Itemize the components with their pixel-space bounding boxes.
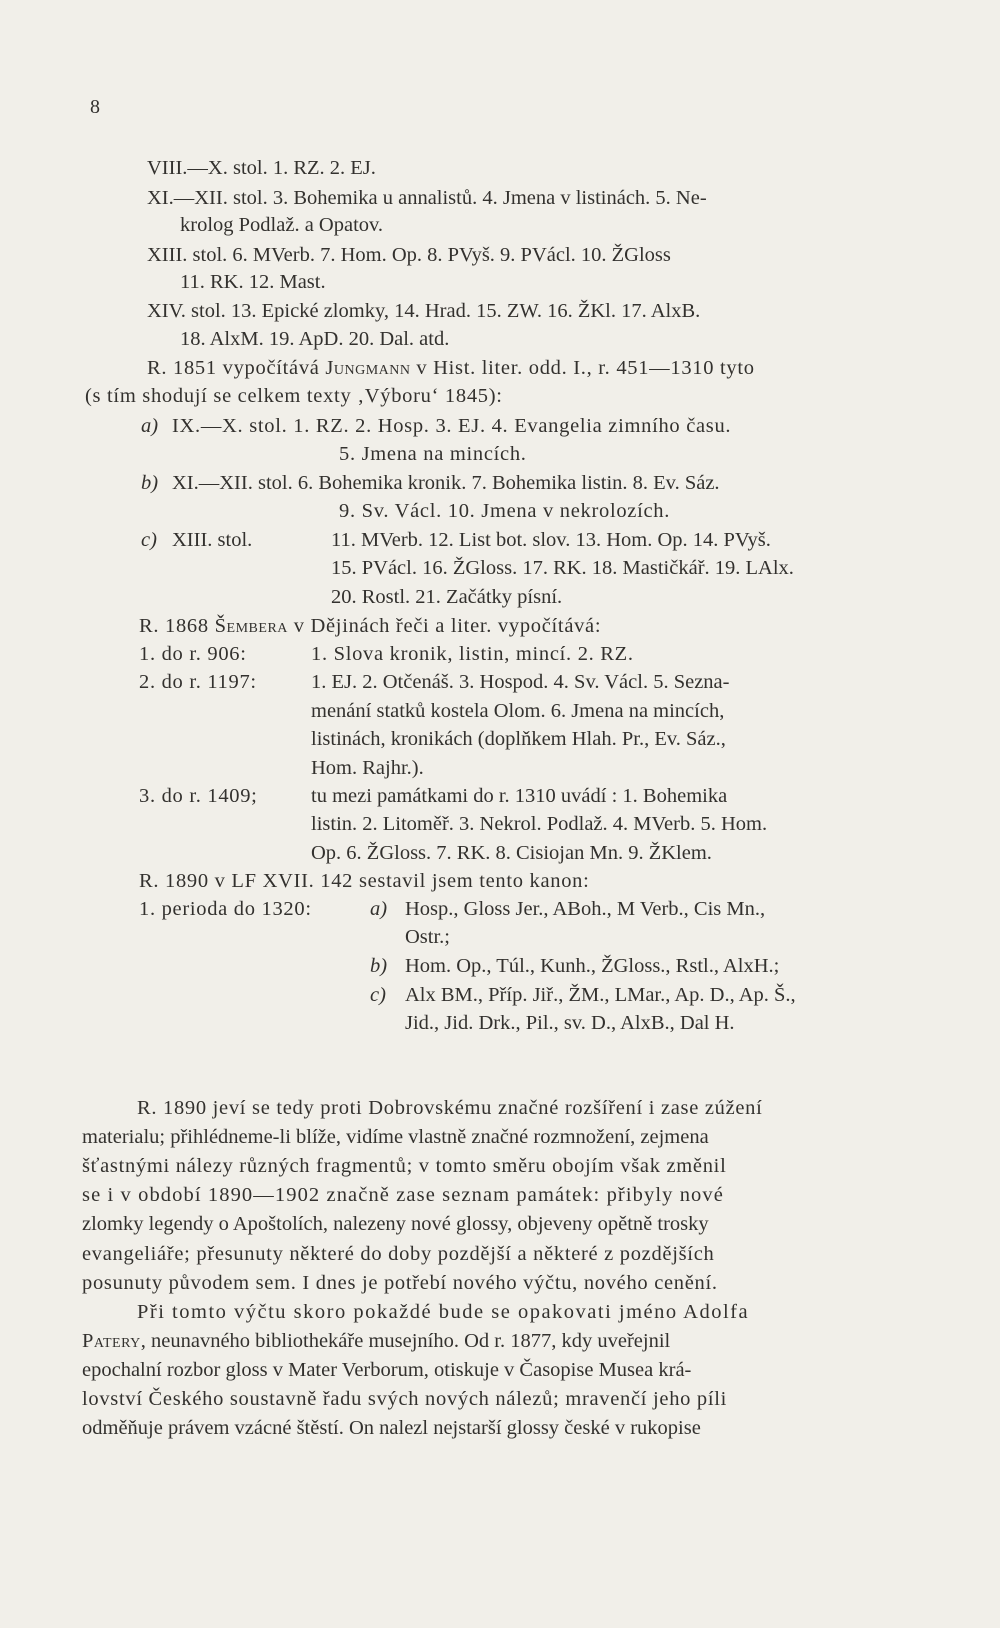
text-line: XIII. stol. (172, 529, 253, 551)
text-line: 1. perioda do 1320: (139, 898, 312, 920)
text-line: R. 1890 jeví se tedy proti Dobrovskému značné rozšíření i zase zúžení (137, 1097, 763, 1119)
author-name: Šembera (214, 615, 288, 637)
text-line: Hosp., Gloss Jer., ABoh., M Verb., Cis Mn., (405, 898, 766, 920)
text-line: Alx BM., Příp. Jiř., ŽM., LMar., Ap. D., Ap. Š., (405, 984, 796, 1006)
text-line: Při tomto výčtu skoro pokaždé bude se opakovati jméno Adolfa (137, 1301, 750, 1323)
list-marker (370, 954, 387, 978)
text-line: 5. Jmena na mincích. (339, 443, 527, 465)
list-marker-text: b) (370, 955, 388, 977)
text-line: (s tím shodují se celkem texty ‚Výboru‘ 1845): (85, 385, 503, 407)
author-name: Patery (82, 1330, 141, 1352)
text-line: listin. 2. Litoměř. 3. Nekrol. Podlaž. 4. MVerb. 5. Hom. (311, 813, 768, 835)
text-line: XI.—XII. stol. 3. Bohemika u annalistů. 4. Jmena v listinách. 5. Ne- (147, 187, 707, 209)
text-line: se i v období 1890—1902 značně zase seznam památek: přibyly nové (82, 1184, 724, 1206)
text-line: 20. Rostl. 21. Začátky písní. (331, 586, 563, 608)
list-marker-text: c) (141, 529, 157, 551)
text-run: , neunavného bibliothekáře musejního. Od r. 1877, kdy uveřejnil (140, 1330, 671, 1352)
text-line: R. 1890 v LF XVII. 142 sestavil jsem tento kanon: (139, 870, 590, 892)
text-line: 1. Slova kronik, listin, mincí. 2. RZ. (311, 643, 634, 665)
text-line: šťastnými nálezy různých fragmentů; v tomto směru obojím však změnil (82, 1155, 727, 1177)
text-line: 3. do r. 1409; (139, 785, 258, 807)
text-line: XIII. stol. 6. MVerb. 7. Hom. Op. 8. PVyš. 9. PVácl. 10. ŽGloss (147, 244, 671, 266)
text-line: odměňuje právem vzácné štěstí. On nalezl nejstarší glossy české v rukopise (82, 1417, 701, 1439)
text-run: v Dějinách řeči a liter. vypočítává: (287, 615, 602, 637)
list-marker (370, 983, 386, 1007)
text-line: Op. 6. ŽGloss. 7. RK. 8. Cisiojan Mn. 9. ŽKlem. (311, 842, 712, 864)
list-marker (370, 897, 387, 921)
page-number: 8 (90, 96, 100, 118)
text-line: 15. PVácl. 16. ŽGloss. 17. RK. 18. Mastičkář. 19. LAlx. (331, 557, 794, 579)
list-marker-text: c) (370, 984, 386, 1006)
text-line: 2. do r. 1197: (139, 671, 257, 693)
text-line: 18. AlxM. 19. ApD. 20. Dal. atd. (180, 328, 450, 350)
text-line: lovství Českého soustavně řadu svých nových nálezů; mravenčí jeho píli (82, 1388, 728, 1410)
text-line: 11. MVerb. 12. List bot. slov. 13. Hom. Op. 14. PVyš. (331, 529, 771, 551)
text-line: 1. EJ. 2. Otčenáš. 3. Hospod. 4. Sv. Václ. 5. Sezna- (311, 671, 730, 693)
text-line (82, 1329, 670, 1353)
text-line: zlomky legendy o Apoštolích, nalezeny nové glossy, objeveny opětně trosky (82, 1213, 709, 1235)
text-run: v Hist. liter. odd. I., r. 451—1310 tyto (410, 357, 755, 379)
author-name: Jungmann (325, 357, 411, 379)
list-marker (141, 471, 158, 495)
text-line: Hom. Rajhr.). (311, 757, 424, 779)
list-marker-text: a) (141, 415, 159, 437)
text-line: IX.—X. stol. 1. RZ. 2. Hosp. 3. EJ. 4. Evangelia zimního času. (172, 415, 732, 437)
text-run: R. 1851 vypočítává (147, 357, 326, 379)
text-line: Jid., Jid. Drk., Pil., sv. D., AlxB., Dal H. (405, 1012, 735, 1034)
text-line: epochalní rozbor gloss v Mater Verborum, otiskuje v Časopise Musea krá- (82, 1359, 692, 1381)
list-marker-text: b) (141, 472, 159, 494)
text-line: XI.—XII. stol. 6. Bohemika kronik. 7. Bohemika listin. 8. Ev. Sáz. (172, 472, 720, 494)
text-line: evangeliáře; přesunuty některé do doby pozdější a některé z pozdějších (82, 1243, 715, 1265)
text-line: 11. RK. 12. Mast. (180, 271, 326, 293)
text-line (147, 356, 755, 380)
text-line: VIII.—X. stol. 1. RZ. 2. EJ. (147, 157, 376, 179)
text-line: XIV. stol. 13. Epické zlomky, 14. Hrad. 15. ZW. 16. ŽKl. 17. AlxB. (147, 300, 701, 322)
text-line (139, 614, 601, 638)
text-line: listinách, kronikách (doplňkem Hlah. Pr., Ev. Sáz., (311, 728, 726, 750)
text-line: krolog Podlaž. a Opatov. (180, 214, 384, 236)
text-line: 1. do r. 906: (139, 643, 247, 665)
text-run: R. 1868 (139, 615, 215, 637)
text-line: Ostr.; (405, 926, 450, 948)
list-marker (141, 414, 158, 438)
text-line: 9. Sv. Václ. 10. Jmena v nekrolozích. (339, 500, 671, 522)
text-line: tu mezi památkami do r. 1310 uvádí : 1. Bohemika (311, 785, 728, 807)
list-marker-text: a) (370, 898, 388, 920)
text-line: posunuty původem sem. I dnes je potřebí nového výčtu, nového cenění. (82, 1272, 718, 1294)
text-line: menání statků kostela Olom. 6. Jmena na mincích, (311, 700, 725, 722)
text-line: Hom. Op., Túl., Kunh., ŽGloss., Rstl., AlxH.; (405, 955, 780, 977)
text-line: materialu; přihlédneme-li blíže, vidíme vlastně značné rozmnožení, zejmena (82, 1126, 709, 1148)
list-marker (141, 528, 157, 552)
